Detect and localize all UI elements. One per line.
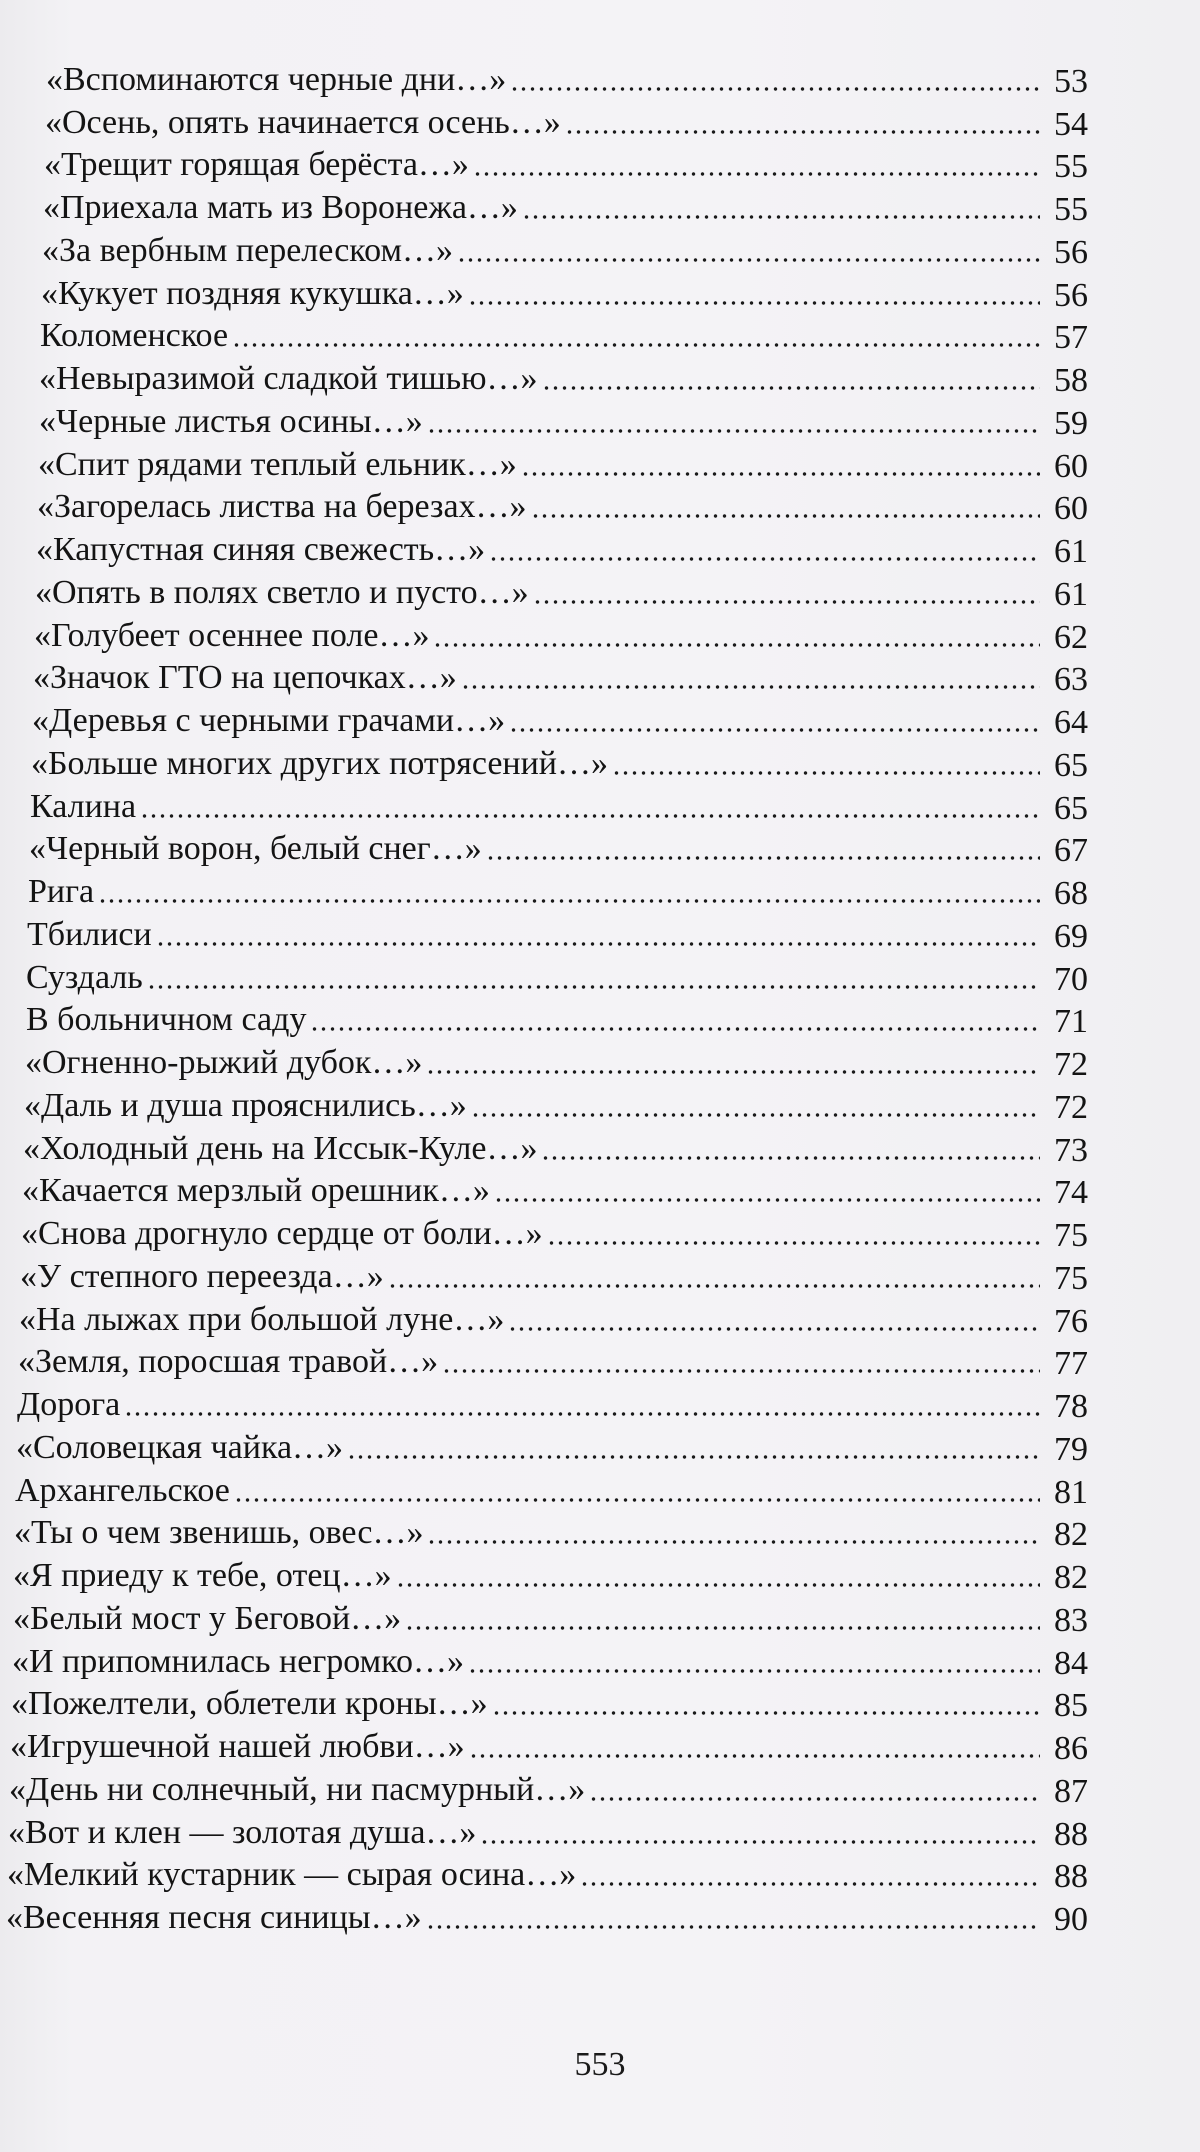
toc-dot-leader — [473, 170, 1040, 178]
toc-dot-leader — [232, 341, 1040, 349]
toc-entry — [0, 1426, 1200, 1469]
toc-entry — [0, 1512, 1200, 1555]
toc-entry-page: 60 — [1054, 490, 1088, 528]
toc-dot-leader — [541, 1154, 1040, 1162]
toc-entry-title: «День ни солнечный, ни пасмурный…» — [9, 1770, 586, 1808]
toc-entry — [0, 272, 1200, 315]
toc-entry-title: «Весенняя песня синицы…» — [6, 1899, 422, 1936]
toc-entry — [0, 1212, 1200, 1255]
toc-entry — [0, 956, 1200, 999]
toc-entry-title: «Спит рядами теплый ельник…» — [38, 445, 517, 483]
toc-entry-page: 72 — [1054, 1088, 1088, 1126]
toc-dot-leader — [522, 213, 1040, 221]
toc-entry-page: 68 — [1054, 875, 1088, 912]
toc-dot-leader — [388, 1282, 1040, 1290]
toc-entry-page: 56 — [1054, 233, 1088, 271]
toc-entry-title: Рига — [28, 873, 95, 910]
toc-dot-leader — [433, 641, 1040, 649]
toc-entry-title: «Кукует поздняя кукушка…» — [41, 274, 464, 312]
toc-entry-page: 76 — [1054, 1302, 1088, 1340]
toc-entry-title: «Черный ворон, белый снег…» — [29, 830, 482, 868]
toc-entry — [0, 1597, 1200, 1640]
toc-entry — [0, 870, 1200, 913]
toc-entry-title: Суздаль — [26, 958, 143, 996]
toc-entry-title: «Осень, опять начинается осень…» — [45, 103, 561, 141]
toc-dot-leader — [589, 1795, 1040, 1803]
toc-entry — [0, 1341, 1200, 1384]
toc-dot-leader — [347, 1453, 1040, 1461]
toc-entry-title: «Приехала мать из Воронежа…» — [43, 189, 518, 226]
toc-entry-title: «Мелкий кустарник — сырая осина…» — [7, 1856, 577, 1894]
toc-dot-leader — [405, 1624, 1040, 1632]
toc-entry — [0, 1469, 1200, 1512]
toc-entry-title: Дорога — [17, 1386, 121, 1423]
toc-entry-title: «Белый мост у Беговой…» — [13, 1599, 402, 1637]
toc-entry — [0, 357, 1200, 400]
toc-entry-page: 88 — [1054, 1815, 1088, 1853]
toc-entry-page: 65 — [1054, 746, 1088, 784]
toc-entry-page: 55 — [1054, 191, 1088, 228]
toc-entry-page: 70 — [1054, 960, 1088, 998]
toc-entry — [0, 101, 1200, 144]
toc-entry — [0, 144, 1200, 187]
toc-dot-leader — [531, 512, 1040, 520]
toc-dot-leader — [426, 1068, 1040, 1076]
toc-entry — [0, 229, 1200, 272]
toc-entry-title: Архангельское — [15, 1471, 230, 1509]
toc-entry — [0, 186, 1200, 229]
toc-dot-leader — [310, 1025, 1040, 1033]
toc-entry — [0, 699, 1200, 742]
toc-entry — [0, 785, 1200, 828]
toc-entry-page: 61 — [1054, 533, 1088, 570]
toc-entry — [0, 742, 1200, 785]
toc-entry — [0, 1170, 1200, 1213]
toc-entry-title: «И припомнилась негромко…» — [12, 1642, 464, 1680]
toc-entry — [0, 1127, 1200, 1170]
toc-entry-title: «Опять в полях светло и пусто…» — [35, 573, 529, 611]
toc-entry-title: «Больше многих других потрясений…» — [31, 744, 609, 782]
toc-entry-title: «За вербным перелеском…» — [42, 231, 453, 269]
toc-entry-page: 61 — [1054, 575, 1088, 613]
toc-entry-page: 74 — [1054, 1174, 1088, 1212]
toc-dot-leader — [580, 1880, 1040, 1888]
toc-entry — [0, 1298, 1200, 1341]
toc-entry-page: 87 — [1054, 1772, 1088, 1810]
toc-entry — [0, 913, 1200, 956]
toc-dot-leader — [427, 427, 1040, 435]
toc-dot-leader — [140, 812, 1040, 820]
toc-entry-title: «Вспоминаются черные дни…» — [46, 60, 507, 98]
toc-entry — [0, 1725, 1200, 1768]
toc-dot-leader — [427, 1538, 1040, 1546]
toc-dot-leader — [457, 256, 1040, 264]
toc-entry — [0, 1896, 1200, 1939]
toc-entry-title: «Вот и клен — золотая душа…» — [8, 1813, 477, 1851]
toc-entry-page: 82 — [1054, 1516, 1088, 1554]
toc-entry — [0, 1811, 1200, 1854]
toc-entry-page: 78 — [1054, 1388, 1088, 1425]
toc-entry-title: «Игрушечной нашей любви…» — [10, 1728, 465, 1765]
toc-entry — [0, 657, 1200, 700]
toc-entry-page: 69 — [1054, 917, 1088, 955]
toc-entry-title: «Соловецкая чайка…» — [16, 1428, 344, 1466]
toc-entry-title: «Ты о чем звенишь, овес…» — [14, 1514, 424, 1552]
toc-entry — [0, 1041, 1200, 1084]
toc-entry — [0, 1383, 1200, 1426]
toc-entry-page: 60 — [1054, 447, 1088, 485]
toc-dot-leader — [468, 299, 1040, 307]
toc-entry-page: 63 — [1054, 661, 1088, 699]
toc-entry-title: «Трещит горящая берёста…» — [44, 146, 469, 184]
toc-dot-leader — [547, 1239, 1040, 1247]
toc-dot-leader — [471, 1111, 1040, 1119]
toc-dot-leader — [486, 854, 1040, 862]
toc-entry — [0, 828, 1200, 871]
toc-entry-title: «Голубеет осеннее поле…» — [34, 616, 430, 654]
toc-entry-page: 55 — [1054, 148, 1088, 186]
toc-entry — [0, 58, 1200, 101]
toc-dot-leader — [509, 726, 1040, 734]
toc-dot-leader — [469, 1752, 1040, 1760]
toc-entry-title: «Деревья с черными грачами…» — [32, 702, 506, 739]
toc-entry-title: «На лыжах при большой луне…» — [19, 1300, 505, 1338]
toc-entry-title: «Пожелтели, облетели кроны…» — [11, 1685, 488, 1723]
toc-entry-page: 90 — [1054, 1901, 1088, 1938]
toc-entry — [0, 443, 1200, 486]
toc-entry-title: «Снова дрогнуло сердце от боли…» — [21, 1215, 543, 1252]
toc-entry — [0, 1084, 1200, 1127]
toc-entry-title: «Земля, поросшая травой…» — [18, 1343, 439, 1381]
toc-dot-leader — [442, 1367, 1040, 1375]
toc-entry — [0, 528, 1200, 571]
toc-dot-leader — [542, 384, 1040, 392]
toc-entry-title: «Капустная синяя свежесть…» — [36, 531, 486, 568]
toc-entry-page: 82 — [1054, 1559, 1088, 1596]
toc-entry-page: 56 — [1054, 276, 1088, 314]
toc-dot-leader — [234, 1496, 1040, 1504]
toc-dot-leader — [124, 1410, 1040, 1418]
toc-dot-leader — [468, 1667, 1040, 1675]
toc-entry — [0, 315, 1200, 358]
toc-entry-page: 65 — [1054, 789, 1088, 827]
toc-dot-leader — [494, 1196, 1040, 1204]
toc-entry-page: 75 — [1054, 1259, 1088, 1297]
toc-entry-page: 81 — [1054, 1473, 1088, 1511]
toc-entry-page: 67 — [1054, 832, 1088, 870]
toc-entry-page: 59 — [1054, 404, 1088, 442]
toc-entry-title: «Даль и душа прояснились…» — [24, 1086, 467, 1124]
toc-dot-leader — [612, 769, 1040, 777]
toc-entry-page: 71 — [1054, 1003, 1088, 1041]
table-of-contents — [0, 58, 1200, 1939]
toc-entry-title: «Огненно-рыжий дубок…» — [25, 1044, 423, 1081]
toc-entry-page: 83 — [1054, 1601, 1088, 1639]
toc-entry — [0, 1854, 1200, 1897]
toc-entry — [0, 999, 1200, 1042]
toc-entry — [0, 1255, 1200, 1298]
toc-entry-page: 75 — [1054, 1217, 1088, 1254]
page-number: 553 — [574, 2046, 626, 2083]
toc-entry-title: «Значок ГТО на цепочках…» — [33, 659, 457, 697]
toc-entry-page: 86 — [1054, 1730, 1088, 1767]
toc-dot-leader — [489, 555, 1040, 563]
toc-dot-leader — [508, 1325, 1040, 1333]
toc-entry-title: «Холодный день на Иссык-Куле…» — [23, 1129, 538, 1167]
toc-entry-page: 53 — [1054, 62, 1088, 100]
toc-dot-leader — [480, 1838, 1040, 1846]
toc-entry-page: 85 — [1054, 1687, 1088, 1725]
toc-entry-title: «Качается мерзлый орешник…» — [22, 1172, 490, 1210]
toc-entry — [0, 1768, 1200, 1811]
toc-entry-title: Коломенское — [40, 317, 229, 355]
toc-entry-title: «У степного переезда…» — [20, 1257, 384, 1295]
toc-dot-leader — [492, 1709, 1040, 1717]
toc-dot-leader — [147, 983, 1040, 991]
toc-entry-page: 58 — [1054, 362, 1088, 399]
toc-entry-title: «Черные листья осины…» — [39, 402, 423, 440]
toc-entry-page: 84 — [1054, 1644, 1088, 1682]
toc-entry-page: 64 — [1054, 704, 1088, 741]
toc-entry-title: Калина — [30, 787, 137, 825]
toc-entry-title: «Я приеду к тебе, отец…» — [13, 1557, 392, 1594]
toc-entry — [0, 1683, 1200, 1726]
toc-entry-page: 57 — [1054, 319, 1088, 357]
toc-dot-leader — [98, 897, 1040, 905]
toc-entry — [0, 486, 1200, 529]
toc-entry-title: «Загорелась листва на березах…» — [37, 488, 527, 526]
toc-dot-leader — [396, 1581, 1040, 1589]
toc-entry-title: В больничном саду — [26, 1001, 307, 1039]
toc-dot-leader — [461, 683, 1040, 691]
toc-entry-page: 62 — [1054, 618, 1088, 656]
toc-dot-leader — [510, 85, 1040, 93]
toc-entry — [0, 400, 1200, 443]
toc-dot-leader — [533, 598, 1040, 606]
toc-entry-page: 73 — [1054, 1131, 1088, 1169]
toc-entry-page: 88 — [1054, 1858, 1088, 1896]
toc-entry — [0, 1640, 1200, 1683]
toc-entry-page: 54 — [1054, 105, 1088, 143]
toc-dot-leader — [521, 470, 1040, 478]
toc-dot-leader — [565, 128, 1040, 136]
toc-dot-leader — [426, 1923, 1040, 1931]
toc-entry-title: Тбилиси — [27, 915, 152, 953]
toc-entry — [0, 614, 1200, 657]
toc-entry-title: «Невыразимой сладкой тишью…» — [39, 360, 538, 397]
toc-entry — [0, 1554, 1200, 1597]
toc-entry-page: 79 — [1054, 1430, 1088, 1468]
toc-entry — [0, 571, 1200, 614]
toc-entry-page: 77 — [1054, 1345, 1088, 1383]
toc-entry-page: 72 — [1054, 1046, 1088, 1083]
toc-dot-leader — [156, 940, 1040, 948]
